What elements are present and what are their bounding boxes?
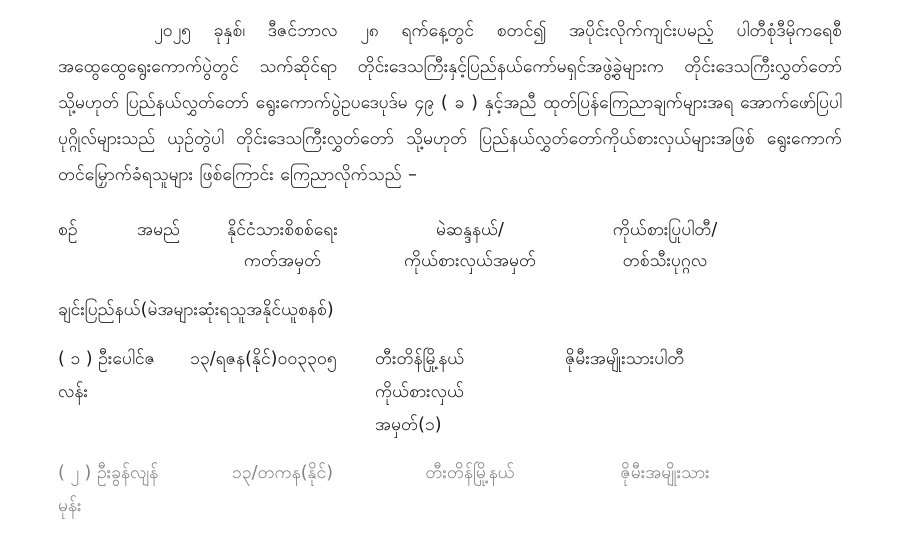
header-col-constituency-sub: ကိုယ်စားလှယ်အမှတ်: [403, 250, 537, 271]
row-constituency: [375, 343, 565, 443]
header-col-party: ကိုယ်စားပြုပါတီ/: [612, 220, 718, 241]
state-heading: ချင်းပြည်နယ်(မဲအများဆုံးရသူအနိုင်ယူစနစ်): [58, 299, 334, 320]
header-col-constituency: မဲဆန္ဒနယ်/: [436, 220, 504, 241]
row-party-partial: ဇိုမီးအမျိုးသား: [620, 462, 710, 483]
header-col-no-spacer: [58, 244, 190, 278]
row-nrc: ၁၃/ရဇန(နိုင်)၀၀၃၃၀၅: [190, 348, 337, 369]
row-serial-and-name: ( ၁ ) ဦးပေါင်ဇလန်း: [58, 348, 155, 403]
header-label-name: အမည်: [137, 220, 180, 241]
row-constituency-partial: တီးတိန်မြို့နယ်: [425, 462, 515, 483]
announcement-paragraph: [58, 14, 842, 193]
row-party: ဇိုမီးအမျိုးသားပါတီ: [565, 348, 685, 369]
page-bottom-mask: [0, 538, 900, 548]
row-constituency-line2: ကိုယ်စားလှယ်: [375, 382, 464, 403]
header-col-nrc: နိုင်ငံသားစိစစ်ရေး: [227, 220, 338, 241]
header-col-nrc-sub: ကတ်အမှတ်: [243, 250, 322, 271]
header-col-party-sub: တစ်သီးပုဂ္ဂလ: [622, 250, 708, 271]
announcement-paragraph-text: ၂၀၂၅ ခုနှစ်၊ ဒီဇင်ဘာလ ၂၈ ရက်နေ့တွင် စတင်၍ အပိုင်းလိုက်ကျင်းပမည့် ပါတီစုံဒီမိုကရေစီ အထွေထွေရွေးကောက်ပွဲတွင် သက်ဆိုင်ရာ တိုင်းဒေသကြီးနှင့်ပြည်နယ်ကော်မရှင်အဖွဲ့ခွဲများက တိုင်းဒေသကြီးလွှတ်တော် သို့မဟုတ် ပြည်နယ်လွှတ်တော် ရွေးကောက်ပွဲဥပဒေပုဒ်မ ၄၉ ( ခ ) နှင့်အညီ ထုတ်ပြန်ကြေညာချက်များအရ အောက်ဖော်ပြပါပုဂ္ဂိုလ်များသည် ယှဉ်တွဲပါ တိုင်းဒေသကြီးလွှတ်တော် သို့မဟုတ် ပြည်နယ်လွှတ်တော်ကိုယ်စားလှယ်များအဖြစ် ရွေးကောက်တင်မြှောက်ခံရသူများ ဖြစ်ကြောင်း ကြေညာလိုက်သည် –: [58, 21, 842, 185]
table-row-partial: [58, 457, 842, 524]
table-header-row-2: [58, 244, 842, 278]
row-nrc-partial: ၁၃/တကန(နိုင်): [231, 462, 334, 483]
row-constituency-line1: တီးတိန်မြို့နယ်: [375, 348, 465, 369]
table-row: [58, 343, 842, 443]
row-constituency-line3: အမှတ်(၁): [375, 415, 442, 436]
header-col-no: [58, 213, 190, 247]
row-serial-and-name-partial: ( ၂ ) ဦးခွန်လျန်မုန်း: [58, 462, 159, 516]
table-header-row-1: [58, 213, 842, 247]
header-label-serial: စဉ်: [58, 220, 78, 241]
